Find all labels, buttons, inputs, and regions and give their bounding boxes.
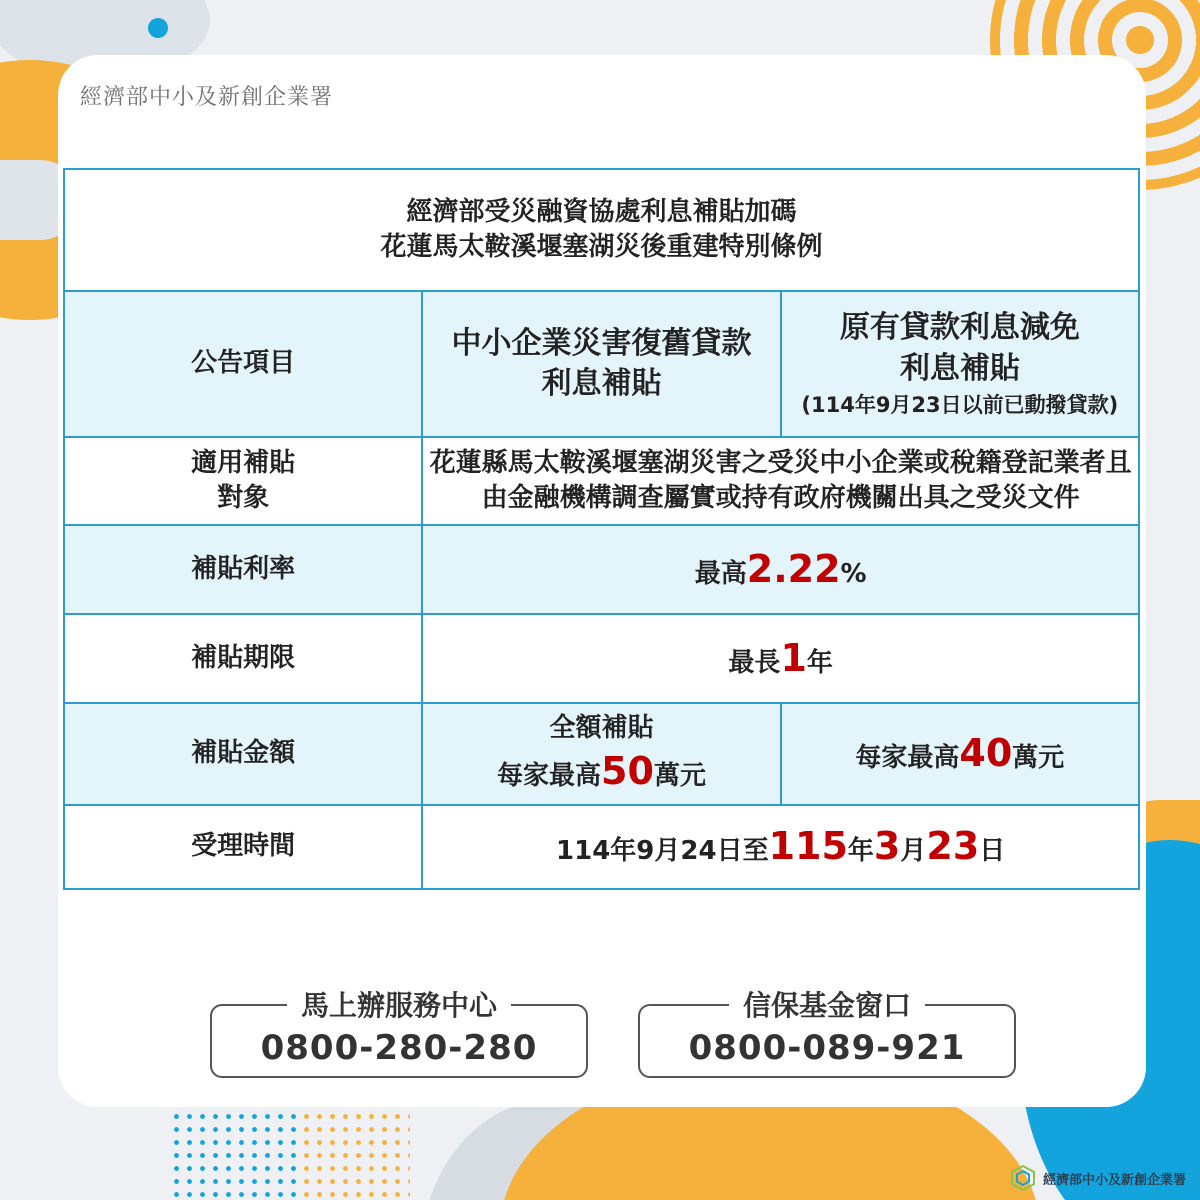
cell-text: 利息補貼 <box>541 366 662 401</box>
page-title <box>64 169 1139 291</box>
logo-text: 經濟部中小及新創企業署 <box>1042 1172 1186 1188</box>
cell-text: 萬元 <box>653 760 706 791</box>
row-label: 補貼期限 <box>64 614 422 703</box>
contact-box-service-center <box>210 989 588 1078</box>
cell-text: 最長 <box>728 647 781 678</box>
table-row <box>64 805 1139 889</box>
cell-text: 月 <box>900 836 927 867</box>
row-label: 公告項目 <box>64 291 422 437</box>
cell-text: % <box>840 558 867 589</box>
amount-item-1 <box>422 703 780 805</box>
cell-text: 每家最高 <box>855 743 960 774</box>
title-row <box>64 169 1139 291</box>
table-row <box>64 525 1139 614</box>
highlight-number: 3 <box>873 824 901 869</box>
cell-text: 年 <box>847 836 874 867</box>
label-line: 適用補貼 <box>191 447 296 478</box>
cell-text: 年 <box>806 647 833 678</box>
cell-text: 原有貸款利息減免 <box>839 310 1080 346</box>
cell-note: (114年9月23日以前已動撥貸款) <box>801 393 1119 418</box>
cell-text: 萬元 <box>1012 743 1065 774</box>
contact-phone-number[interactable]: 0800-280-280 <box>260 1028 538 1068</box>
cell-text: 最高 <box>694 558 747 589</box>
contact-phone-number[interactable]: 0800-089-921 <box>688 1028 966 1068</box>
label-line: 對象 <box>217 483 270 513</box>
decor-dot-pattern <box>170 1110 300 1200</box>
target-description <box>422 437 1139 525</box>
highlight-number: 1 <box>780 635 807 680</box>
cell-text: 花蓮縣馬太鞍溪堰塞湖災害之受災中小企業或稅籍登記業者且 <box>429 447 1132 478</box>
rate-value <box>422 525 1139 614</box>
row-label: 受理時間 <box>64 805 422 889</box>
announcement-item-1 <box>422 291 780 437</box>
cell-text: 全額補貼 <box>549 712 654 743</box>
row-label: 補貼利率 <box>64 525 422 614</box>
row-label: 補貼金額 <box>64 703 422 805</box>
row-label <box>64 437 422 525</box>
table-row <box>64 437 1139 525</box>
cell-text: 由金融機構調查屬實或持有政府機關出具之受災文件 <box>481 483 1080 513</box>
contact-title: 信保基金窗口 <box>729 984 925 1024</box>
table-row <box>64 703 1139 805</box>
decor-dot <box>148 18 168 38</box>
contact-title: 馬上辦服務中心 <box>287 984 511 1024</box>
table-row <box>64 291 1139 437</box>
contact-box-credit-fund <box>638 989 1016 1078</box>
cell-text: 114年9月24日至 <box>556 836 769 867</box>
decor-dot-pattern <box>300 1110 410 1200</box>
title-line2: 花蓮馬太鞍溪堰塞湖災後重建特別條例 <box>380 232 823 262</box>
highlight-number: 40 <box>959 731 1013 776</box>
cell-text: 每家最高 <box>497 760 602 791</box>
amount-item-2 <box>781 703 1139 805</box>
org-name: 經濟部中小及新創企業署 <box>80 85 334 110</box>
cell-text: 利息補貼 <box>899 350 1020 386</box>
cell-text: 中小企業災害復舊貸款 <box>451 325 752 361</box>
highlight-number: 50 <box>601 748 654 793</box>
highlight-number: 115 <box>768 824 848 869</box>
announcement-item-2 <box>781 291 1139 437</box>
table-row <box>64 614 1139 703</box>
highlight-number: 2.22 <box>746 546 841 591</box>
subsidy-info-table <box>63 168 1140 890</box>
logo-icon <box>1009 1164 1037 1192</box>
agency-logo <box>1009 1164 1186 1192</box>
highlight-number: 23 <box>926 824 980 869</box>
title-line1: 經濟部受災融資協處利息補貼加碼 <box>406 196 797 227</box>
application-period <box>422 805 1139 889</box>
period-value <box>422 614 1139 703</box>
cell-text: 日 <box>979 836 1006 867</box>
